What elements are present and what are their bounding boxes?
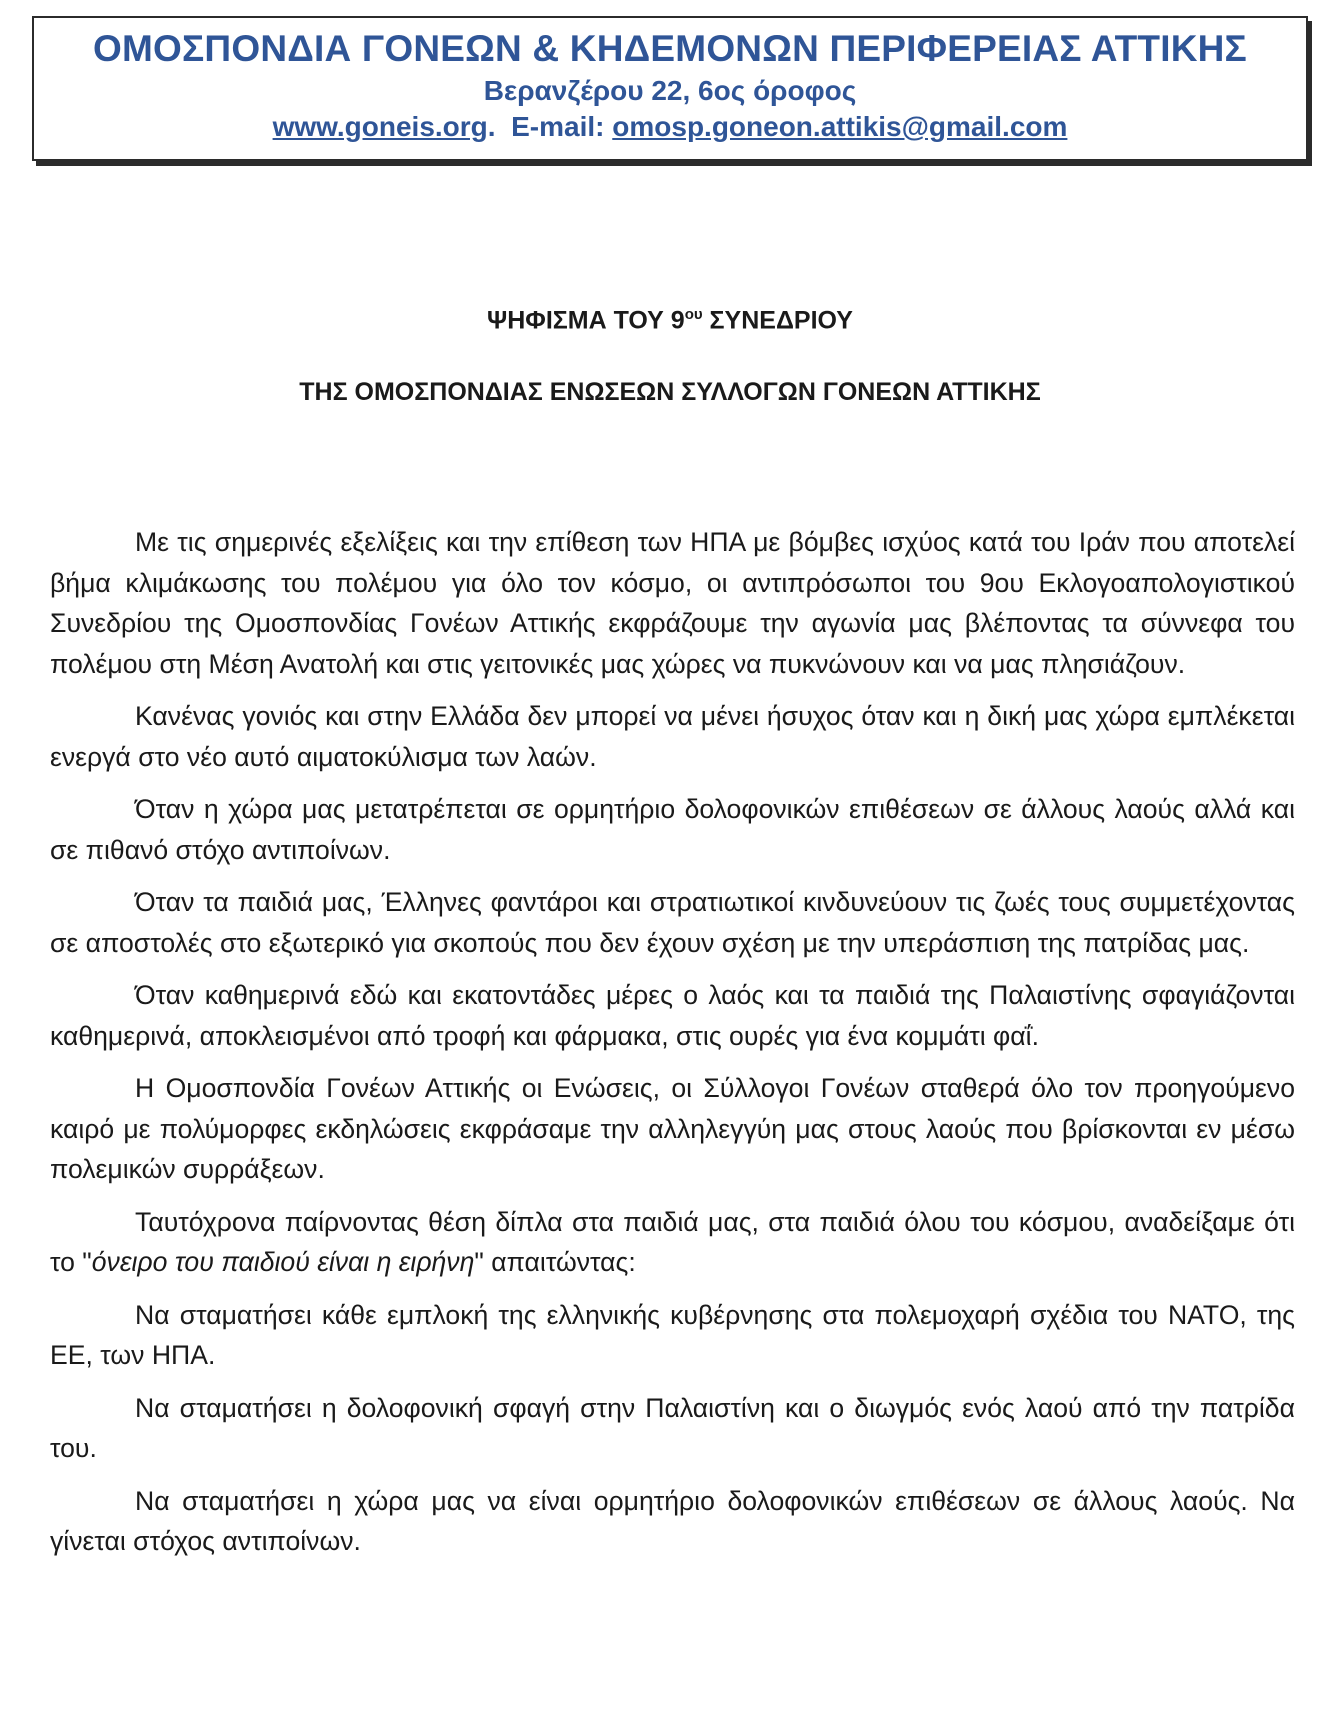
email-link[interactable]: omosp.goneon.attikis@gmail.com: [612, 111, 1068, 142]
email-label: E-mail:: [511, 111, 605, 142]
website-suffix: .: [487, 111, 496, 142]
resolution-body: [50, 522, 1295, 1574]
paragraph: Όταν τα παιδιά μας, Έλληνες φαντάροι και στρατιωτικοί κινδυνεύουν τις ζωές τους συμμετέχοντας σε αποστολές στο εξωτερικό για σκοπούς που δεν έχουν σχέση με την υπεράσπιση της πατρίδας μας.: [50, 887, 1295, 958]
paragraph: Η Ομοσπονδία Γονέων Αττικής οι Ενώσεις, οι Σύλλογοι Γονέων σταθερά όλο τον προηγούμενο καιρό με πολύμορφες εκδηλώσεις εκφράσαμε την αλληλεγγύη μας στους λαούς που βρίσκονται εν μέσω πολεμικών συρράξεων.: [50, 1073, 1295, 1184]
letterhead: [32, 16, 1308, 161]
quoted-slogan: όνειρο του παιδιού είναι η ειρήνη: [91, 1247, 475, 1277]
title-line1-pre: ΨΗΦΙΣΜΑ ΤΟΥ 9: [487, 306, 685, 335]
document-title: [50, 306, 1290, 335]
organization-address: Βερανζέρου 22, 6ος όροφος: [483, 75, 857, 106]
title-line1-post: ΣΥΝΕΔΡΙΟΥ: [702, 306, 853, 335]
paragraph: Με τις σημερινές εξελίξεις και την επίθεση των ΗΠΑ με βόμβες ισχύος κατά του Ιράν που αποτελεί βήμα κλιμάκωσης του πολέμου για όλο τον κόσμο, οι αντιπρόσωποι του 9ου Εκλογοαπολογιστικού Συνεδρίου της Ομοσπονδίας Γονέων Αττικής εκφράζουμε την αγωνία μας βλέποντας τα σύννεφα του πολέμου στη Μέση Ανατολή και στις γειτονικές μας χώρες να πυκνώνουν και να μας πλησιάζουν.: [50, 527, 1295, 679]
paragraph: Όταν η χώρα μας μετατρέπεται σε ορμητήριο δολοφονικών επιθέσεων σε άλλους λαούς αλλά και σε πιθανό στόχο αντιποίνων.: [50, 794, 1295, 865]
paragraph-text: Ταυτόχρονα παίρνοντας θέση δίπλα στα παιδιά μας, στα παιδιά όλου του κόσμου, αναδείξαμε ότι το ": [50, 1206, 1295, 1277]
paragraph: Όταν καθημερινά εδώ και εκατοντάδες μέρες ο λαός και τα παιδιά της Παλαιστίνης σφαγιάζονται καθημερινά, αποκλεισμένοι από τροφή και φάρμακα, στις ουρές για ένα κομμάτι φαΐ.: [50, 980, 1295, 1051]
paragraph: Να σταματήσει η δολοφονική σφαγή στην Παλαιστίνη και ο διωγμός ενός λαού από την πατρίδα του.: [50, 1392, 1295, 1463]
paragraph-text: " απαιτώντας:: [474, 1247, 636, 1277]
website-link[interactable]: www.goneis.org: [272, 111, 488, 142]
paragraph: Να σταματήσει η χώρα μας να είναι ορμητήριο δολοφονικών επιθέσεων σε άλλους λαούς. Να γίνεται στόχος αντιποίνων.: [50, 1485, 1295, 1556]
paragraph: Κανένας γονιός και στην Ελλάδα δεν μπορεί να μένει ήσυχος όταν και η δική μας χώρα εμπλέκεται ενεργά στο νέο αυτό αιματοκύλισμα των λαών.: [50, 701, 1295, 772]
paragraph: [50, 1202, 1295, 1283]
organization-contact: [34, 111, 1306, 143]
organization-name: ΟΜΟΣΠΟΝΔΙΑ ΓΟΝΕΩΝ & ΚΗΔΕΜΟΝΩΝ ΠΕΡΙΦΕΡΕΙΑΣ ΑΤΤΙΚΗΣ: [93, 28, 1247, 69]
title-superscript: ου: [684, 306, 703, 323]
document-subtitle: ΤΗΣ ΟΜΟΣΠΟΝΔΙΑΣ ΕΝΩΣΕΩΝ ΣΥΛΛΟΓΩΝ ΓΟΝΕΩΝ ΑΤΤΙΚΗΣ: [299, 378, 1041, 406]
paragraph: Να σταματήσει κάθε εμπλοκή της ελληνικής κυβέρνησης στα πολεμοχαρή σχέδια του ΝΑΤΟ, της ΕΕ, των ΗΠΑ.: [50, 1299, 1295, 1370]
